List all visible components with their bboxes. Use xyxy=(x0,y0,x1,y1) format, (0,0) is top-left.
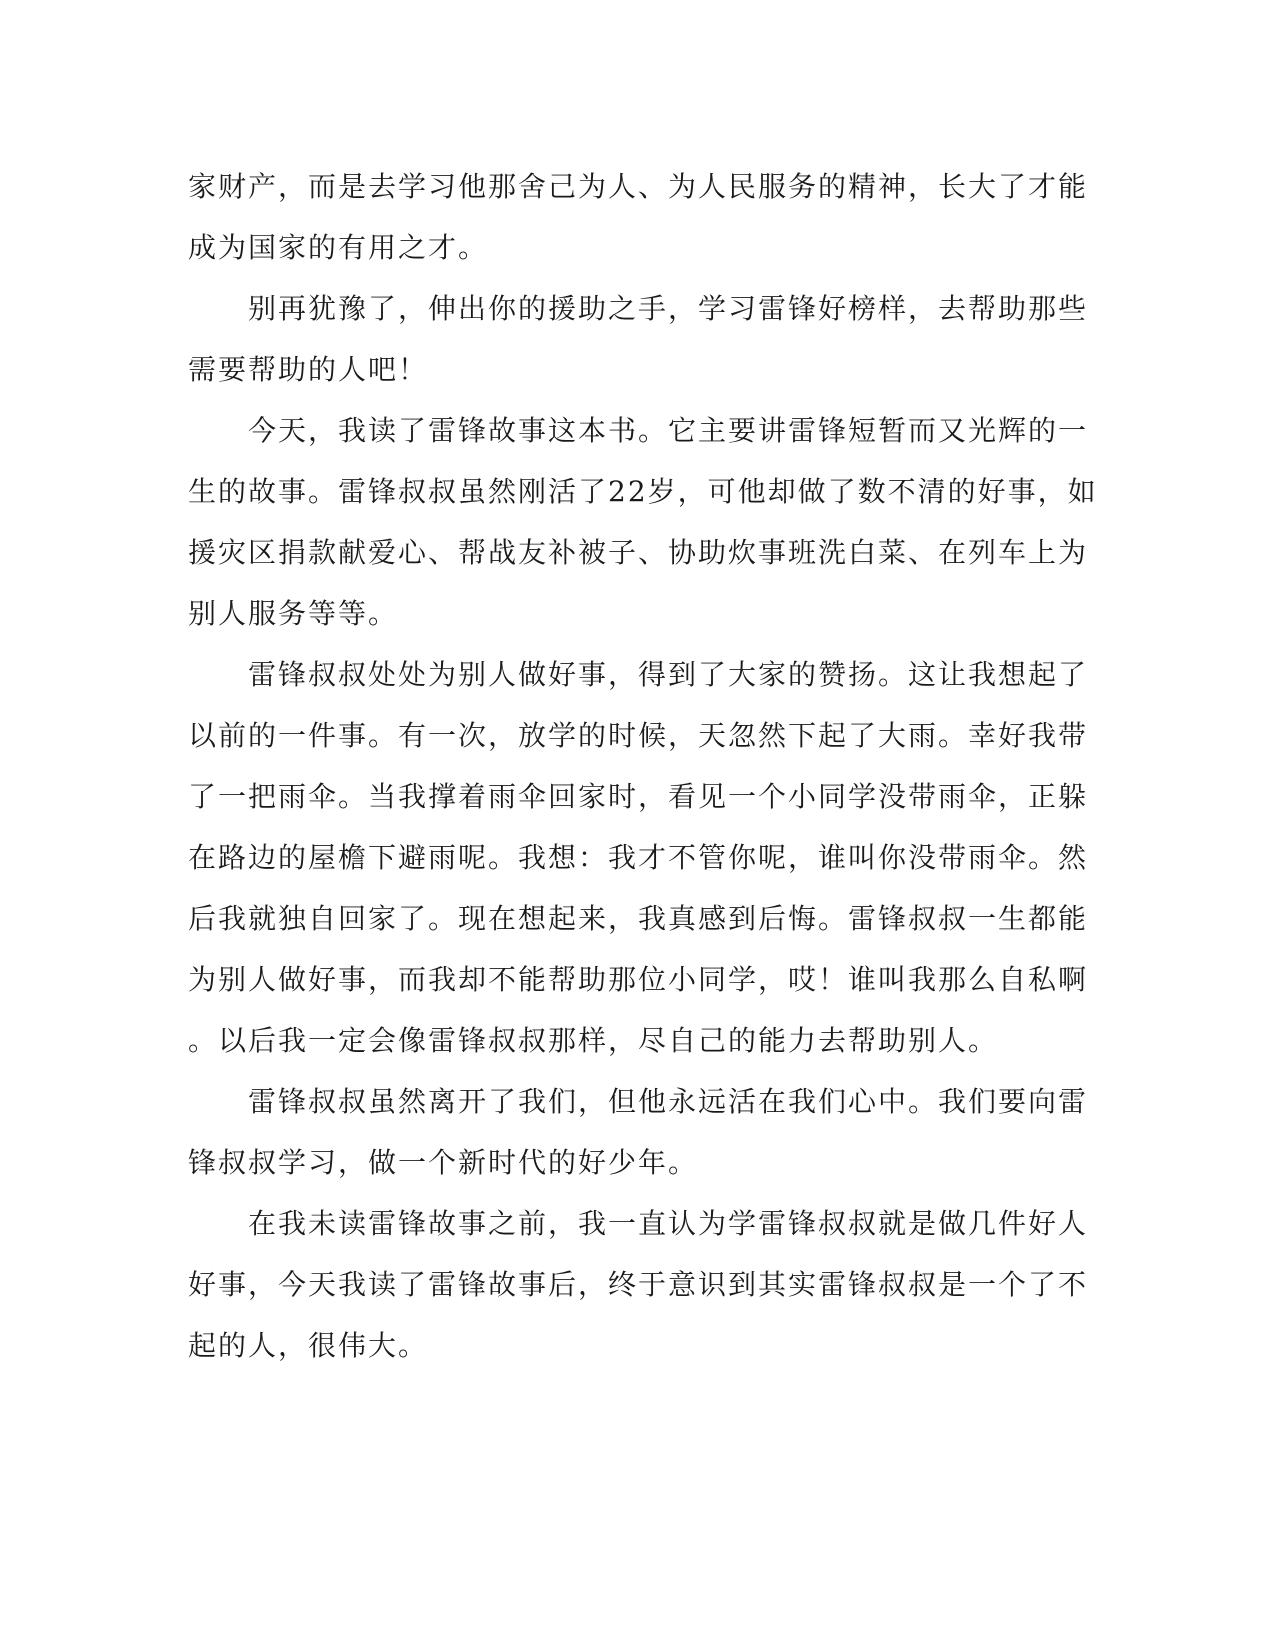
text-line: 起的人，很伟大。 xyxy=(188,1329,429,1362)
document-body xyxy=(188,156,1098,1376)
text-line: 生的故事。雷锋叔叔虽然刚活了22岁，可他却做了数不清的好事，如 xyxy=(188,475,1098,508)
text-line: 雷锋叔叔虽然离开了我们，但他永远活在我们心中。我们要向雷 xyxy=(188,1085,1089,1118)
text-line: 今天，我读了雷锋故事这本书。它主要讲雷锋短暂而又光辉的一 xyxy=(188,414,1089,447)
text-line: 为别人做好事，而我却不能帮助那位小同学，哎！谁叫我那么自私啊 xyxy=(188,963,1089,996)
text-line: 需要帮助的人吧！ xyxy=(188,353,429,386)
text-line: 别再犹豫了，伸出你的援助之手，学习雷锋好榜样，去帮助那些 xyxy=(188,292,1089,325)
text-line: 。以后我一定会像雷锋叔叔那样，尽自己的能力去帮助别人。 xyxy=(188,1024,999,1057)
text-line: 援灾区捐款献爱心、帮战友补被子、协助炊事班洗白菜、在列车上为 xyxy=(188,536,1089,569)
text-line: 以前的一件事。有一次，放学的时候，天忽然下起了大雨。幸好我带 xyxy=(188,719,1089,752)
text-line: 锋叔叔学习，做一个新时代的好少年。 xyxy=(188,1146,699,1179)
text-line: 在我未读雷锋故事之前，我一直认为学雷锋叔叔就是做几件好人 xyxy=(188,1207,1089,1240)
text-line: 成为国家的有用之才。 xyxy=(188,231,489,264)
text-line: 在路边的屋檐下避雨呢。我想：我才不管你呢，谁叫你没带雨伞。然 xyxy=(188,841,1089,874)
text-line: 了一把雨伞。当我撑着雨伞回家时，看见一个小同学没带雨伞，正躲 xyxy=(188,780,1089,813)
text-line: 雷锋叔叔处处为别人做好事，得到了大家的赞扬。这让我想起了 xyxy=(188,658,1089,691)
text-line: 别人服务等等。 xyxy=(188,597,399,630)
text-line: 后我就独自回家了。现在想起来，我真感到后悔。雷锋叔叔一生都能 xyxy=(188,902,1089,935)
text-line: 家财产，而是去学习他那舍己为人、为人民服务的精神，长大了才能 xyxy=(188,170,1089,203)
text-line: 好事，今天我读了雷锋故事后，终于意识到其实雷锋叔叔是一个了不 xyxy=(188,1268,1089,1301)
